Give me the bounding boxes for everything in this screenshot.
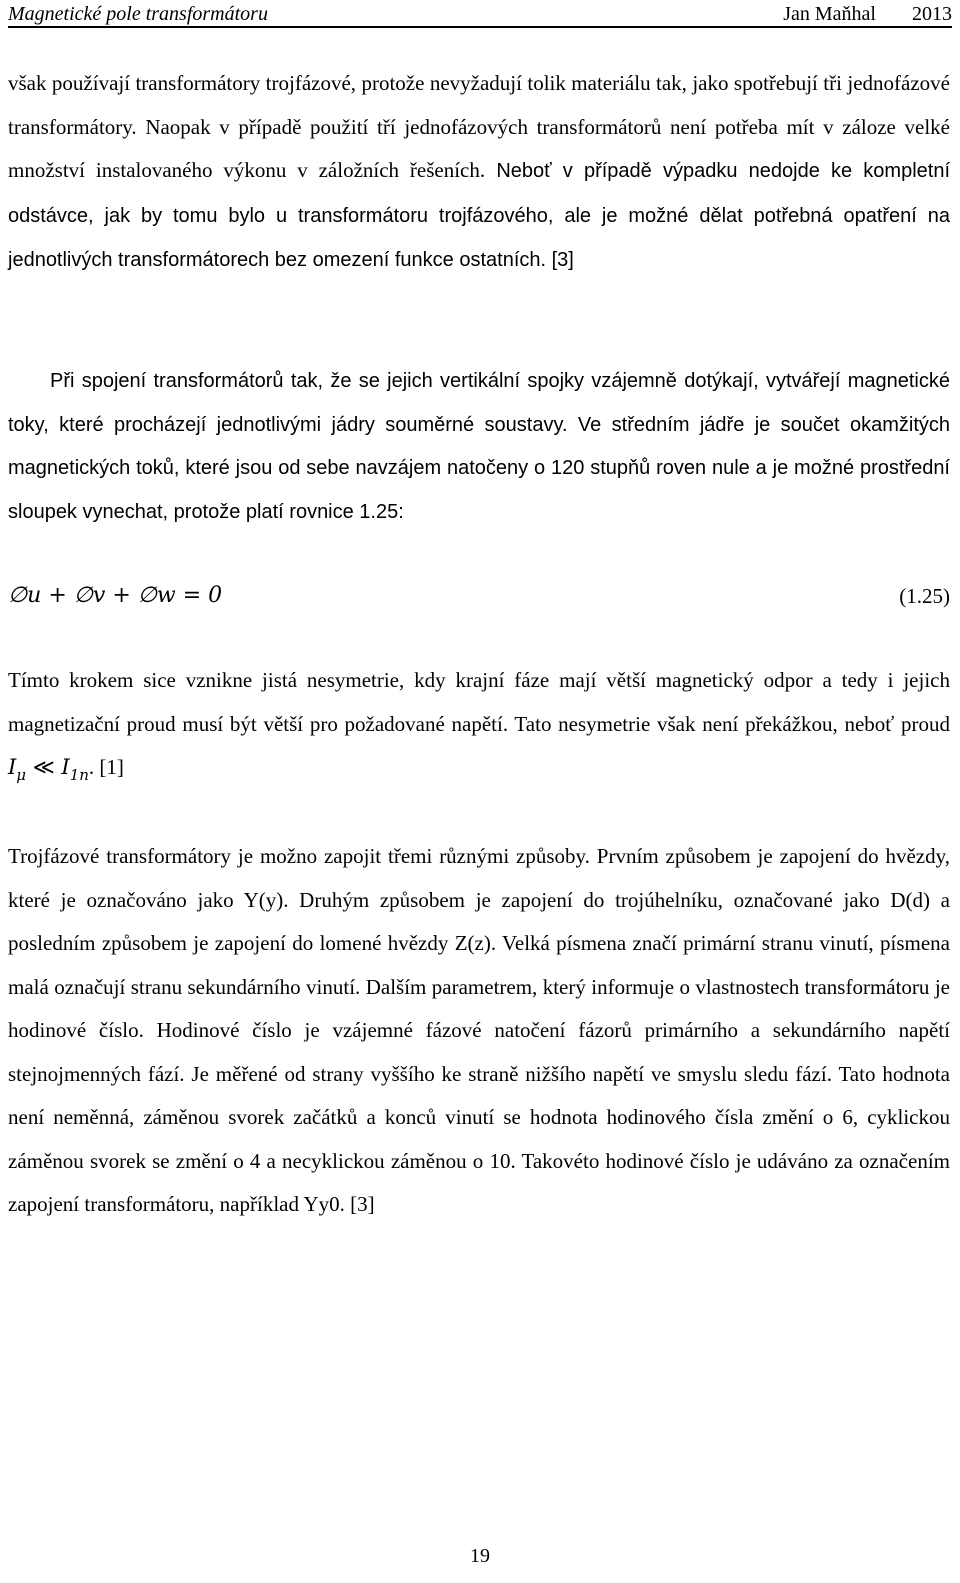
page-header: [8, 2, 952, 28]
paragraph-3: [8, 659, 950, 798]
paragraph-2: Při spojení transformátorů tak, že se jejich vertikální spojky vzájemně dotýkají, vytvářejí magnetické toky, které procházejí jednotlivými jádry souměrné soustavy. Ve středním jádře je součet okamžitých magnetických toků, které jsou od sebe navzájem natočeny o 120 stupňů roven nule a je možné prostřední sloupek vynechat, protože platí rovnice 1.25:: [8, 370, 950, 523]
page-number: 19: [470, 1545, 490, 1567]
paragraph-1: [8, 62, 950, 283]
header-title: Magnetické pole transformátoru: [8, 3, 268, 25]
header-year: 2013: [912, 3, 952, 25]
inline-formula: [8, 755, 89, 784]
paragraph-1-start: však používají transformátory trojfázové, protože nevyžadují tolik materiálu tak, jako spotřebují tři jednofázové transformátory. Naopak v případě použití tří jednofázových transformátorů není potřeba mít v záloze velké množství instalovaného výkonu v záložních řešeních.: [8, 71, 950, 182]
paragraph-1-end: Neboť v případě výpadku nedojde ke kompletní odstávce, jak by tomu bylo u transformátoru trojfázového, ale je možné dělat potřebná opatření na jednotlivých transformátorech bez omezení funkce ostatních. [3]: [8, 160, 950, 271]
paragraph-4: Trojfázové transformátory je možno zapojit třemi různými způsoby. Prvním způsobem je zapojení do hvězdy, které je označováno jako Y(y). Druhým způsobem je zapojení do trojúhelníku, označované jako D(d) a posledním způsobem je zapojení do lomené hvězdy Z(z). Velká písmena značí primární stranu vinutí, písmena malá označují stranu sekundárního vinutí. Dalším parametrem, který informuje o vlastnostech transformátoru je hodinové číslo. Hodinové číslo je vzájemné fázové natočení fázorů primárního a sekundárního napětí stejnojmenných fází. Je měřené od strany vyššího ke straně nižšího napětí ve smyslu sledu fází. Tato hodnota není neměnná, záměnou svorek začátků a konců vinutí se hodnota hodinového čísla změní o 6, cyklickou záměnou svorek se změní o 4 a necyklickou záměnou o 10. Takovéto hodinové číslo je udáváno za označením zapojení transformátoru, například Yy0. [3]: [8, 844, 950, 1216]
paragraph-3-end: . [1]: [88, 755, 124, 779]
paragraph-3-start: Tímto krokem sice vznikne jistá nesymetrie, kdy krajní fáze mají větší magnetický odpor a tedy i jejich magnetizační proud musí být větší pro požadované napětí. Tato nesymetrie však není překážkou, neboť proud: [8, 668, 950, 736]
header-meta: [783, 2, 952, 26]
formula-rhs-sub: 1n: [69, 766, 89, 784]
header-author: Jan Maňhal: [783, 3, 876, 25]
formula-lhs: I: [8, 755, 17, 779]
equation-number: (1.25): [899, 584, 950, 608]
formula-relation: ≪: [26, 755, 62, 779]
formula-rhs: I: [61, 755, 70, 779]
equation-expression: ∅u + ∅v + ∅w = 0: [8, 583, 223, 608]
formula-lhs-sub: μ: [16, 766, 27, 784]
equation-1-25: [8, 578, 950, 614]
